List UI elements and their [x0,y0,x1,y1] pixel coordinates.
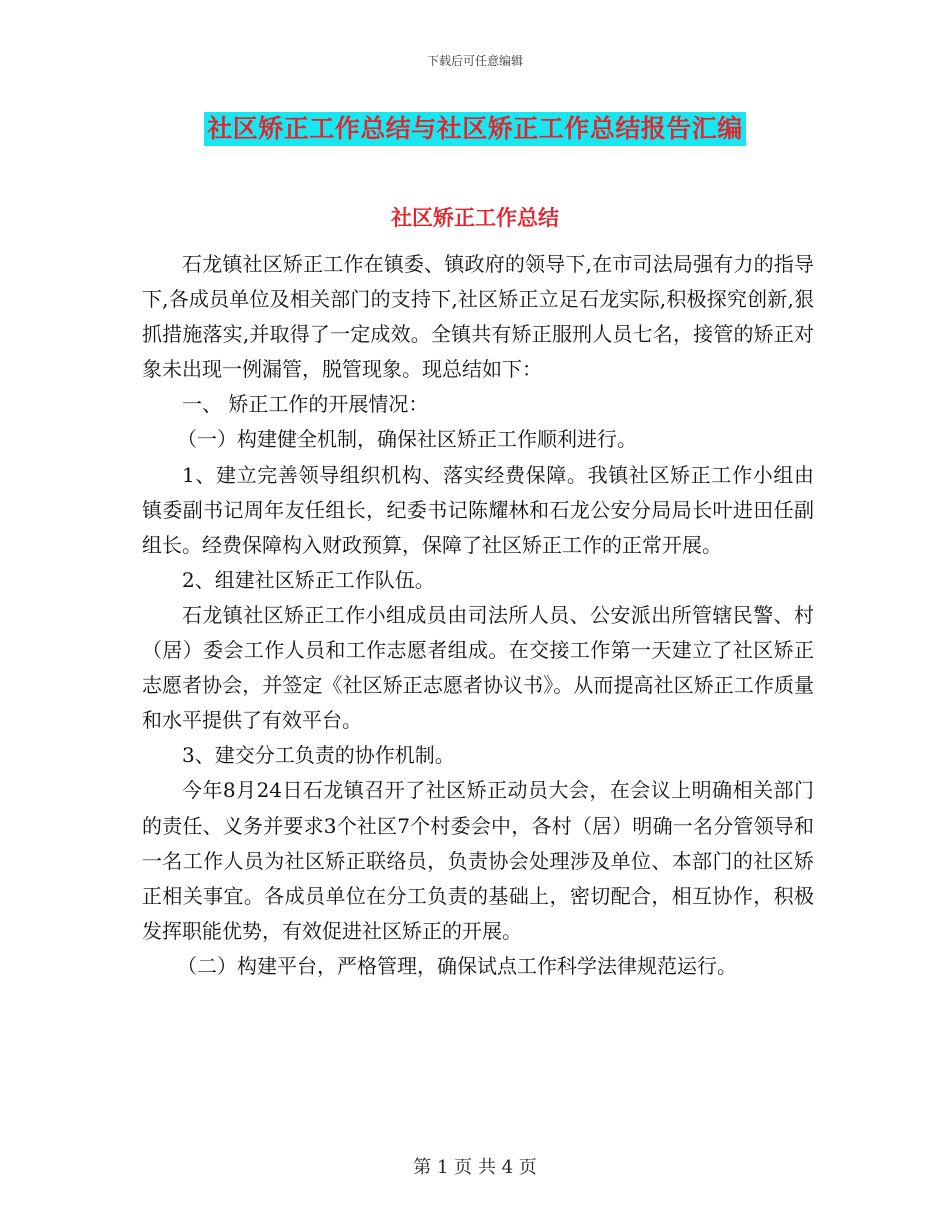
page-header-note: 下载后可任意编辑 [426,54,523,68]
heading-part-one: 一、 矫正工作的开展情况： [182,392,429,417]
paragraph-item-1: 1、建立完善领导组织机构、落实经费保障。我镇社区矫正工作小组由镇委副书记周年友任组长，纪委书记陈耀林和石龙公安分局局长叶进田任副组长。经费保障构入财政预算，保障了社区矫正工作的正常开展。 [142,462,814,557]
main-title-container [0,112,950,146]
paragraph-intro: 石龙镇社区矫正工作在镇委、镇政府的领导下,在市司法局强有力的指导下,各成员单位及相关部门的支持下,社区矫正立足石龙实际,积极探究创新,狠抓措施落实,并取得了一定成效。全镇共有矫正服刑人员七名，接管的矫正对象未出现一例漏管，脱管现象。现总结如下： [142,252,814,382]
paragraph-item-3: 3、建交分工负责的协作机制。 [182,743,455,768]
paragraph-meeting: 今年8月24日石龙镇召开了社区矫正动员大会，在会议上明确相关部门的责任、义务并要求3个社区7个村委会中，各村（居）明确一名分管领导和一名工作人员为社区矫正联络员，负责协会处理涉及单位、本部门的社区矫正相关事宜。各成员单位在分工负责的基础上，密切配合，相互协作，积极发挥职能优势，有效促进社区矫正的开展。 [142,778,814,943]
section-title: 社区矫正工作总结 [391,206,559,230]
paragraph-item-2: 2、组建社区矫正工作队伍。 [182,567,435,592]
document-title: 社区矫正工作总结与社区矫正工作总结报告汇编 [204,112,746,146]
document-body [142,247,814,984]
heading-subsection-two: （二）构建平台，严格管理，确保试点工作科学法律规范运行。 [177,953,737,978]
paragraph-team: 石龙镇社区矫正工作小组成员由司法所人员、公安派出所管辖民警、村（居）委会工作人员和工作志愿者组成。在交接工作第一天建立了社区矫正志愿者协会，并签定《社区矫正志愿者协议书》。从而提高社区矫正工作质量和水平提供了有效平台。 [142,602,814,733]
heading-subsection-one: （一）构建健全机制，确保社区矫正工作顺利进行。 [177,427,637,452]
page-number: 第 1 页 共 4 页 [413,1157,537,1178]
